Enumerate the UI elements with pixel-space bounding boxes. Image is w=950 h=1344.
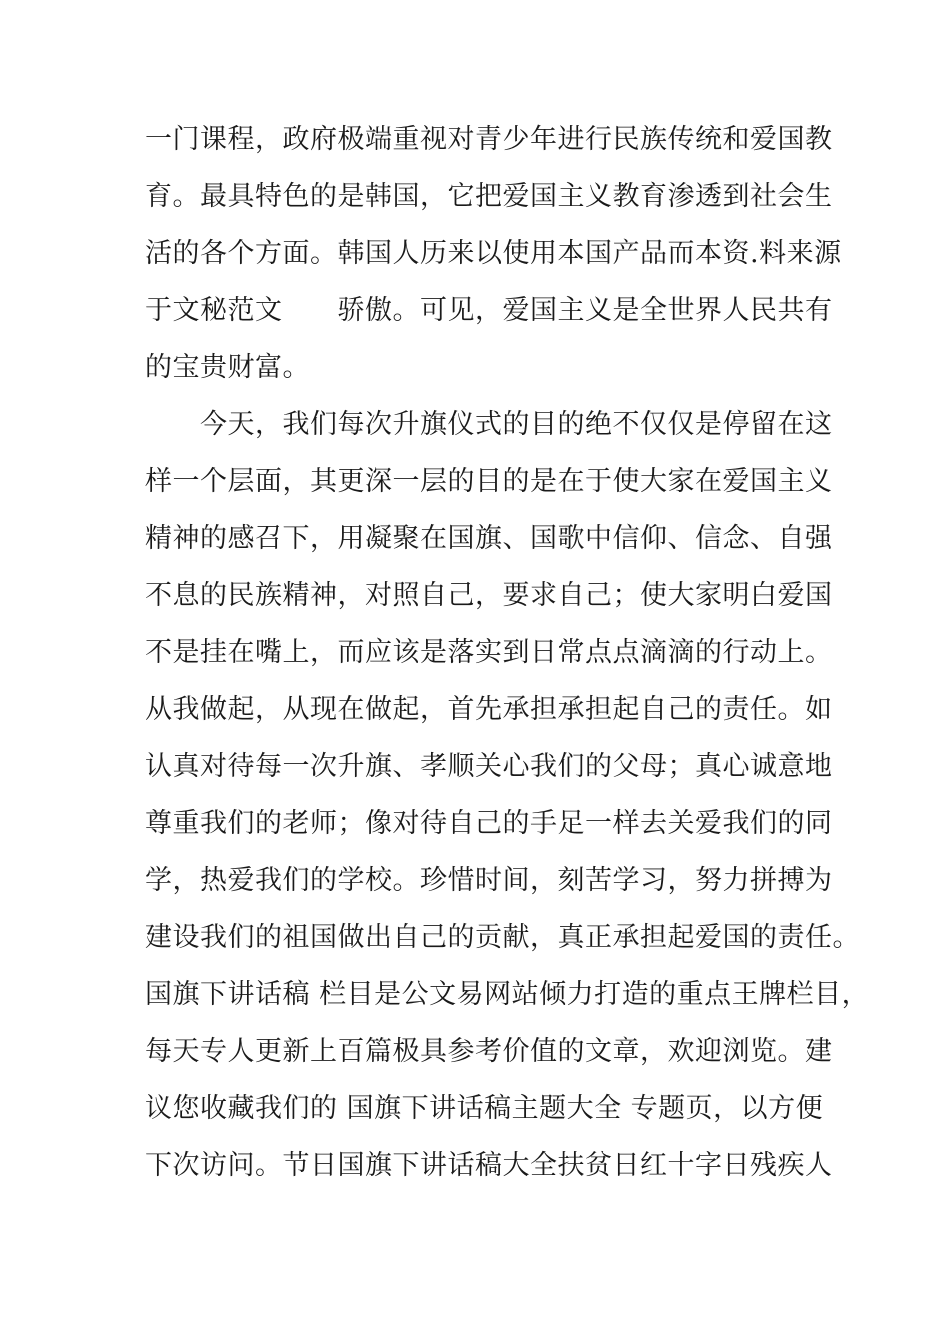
text-line-14: 学，热爱我们的学校。珍惜时间，刻苦学习，努力拼搏为 (145, 865, 833, 896)
text-line-18: 议您收藏我们的 国旗下讲话稿主题大全 专题页，以方便 (145, 1093, 824, 1124)
text-line-17: 每天专人更新上百篇极具参考价值的文章，欢迎浏览。建 (145, 1036, 833, 1067)
text-line-19: 下次访问。节日国旗下讲话稿大全扶贫日红十字日残疾人 (145, 1150, 833, 1181)
text-line-8: 精神的感召下，用凝聚在国旗、国歌中信仰、信念、自强 (145, 523, 833, 554)
text-line-4: 于文秘范文 骄傲。可见，爱国主义是全世界人民共有 (145, 295, 833, 326)
text-line-10: 不是挂在嘴上，而应该是落实到日常点点滴滴的行动上。 (145, 637, 833, 668)
text-line-6: 今天，我们每次升旗仪式的目的绝不仅仅是停留在这 (145, 409, 833, 440)
text-line-15: 建设我们的祖国做出自己的贡献，真正承担起爱国的责任。 (145, 922, 860, 953)
text-line-1: 一门课程，政府极端重视对青少年进行民族传统和爱国教 (145, 124, 833, 155)
text-line-3: 活的各个方面。韩国人历来以使用本国产品而本资.料来源 (145, 238, 842, 269)
text-line-13: 尊重我们的老师；像对待自己的手足一样去关爱我们的同 (145, 808, 833, 839)
text-line-9: 不息的民族精神，对照自己，要求自己；使大家明白爱国 (145, 580, 833, 611)
text-line-7: 样一个层面，其更深一层的目的是在于使大家在爱国主义 (145, 466, 833, 497)
text-line-16: 国旗下讲话稿 栏目是公文易网站倾力打造的重点王牌栏目， (145, 979, 870, 1010)
text-line-5: 的宝贵财富。 (145, 352, 310, 383)
text-line-12: 认真对待每一次升旗、孝顺关心我们的父母；真心诚意地 (145, 751, 833, 782)
text-line-2: 育。最具特色的是韩国，它把爱国主义教育渗透到社会生 (145, 181, 833, 212)
text-line-11: 从我做起，从现在做起，首先承担承担起自己的责任。如 (145, 694, 833, 725)
